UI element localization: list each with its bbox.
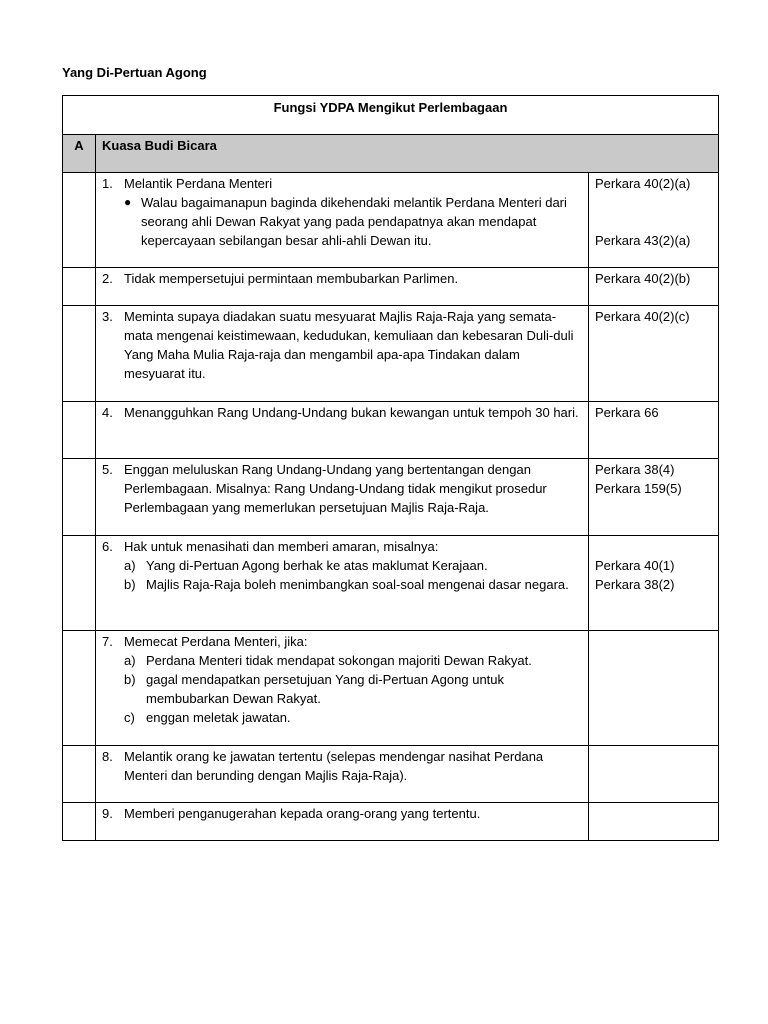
row-reference-cell: [588, 631, 718, 746]
row-index-cell: [63, 803, 96, 841]
item-text: Melantik orang ke jawatan tertentu (selepas mendengar nasihat Perdana Menteri dan berunding dengan Majlis Raja-Raja).: [124, 749, 544, 783]
table-row: [63, 459, 719, 536]
item-text: Meminta supaya diadakan suatu mesyuarat Majlis Raja-Raja yang semata-mata mengenai keistimewaan, kedudukan, kemuliaan dan kebesaran Duli-duli Yang Maha Mulia Raja-raja dan mengambil apa-apa Tindakan dalam mesyuarat itu.: [124, 309, 574, 381]
row-reference-cell: [588, 306, 718, 402]
row-reference-cell: [588, 746, 718, 803]
sub-item-text: Yang di-Pertuan Agong berhak ke atas maklumat Kerajaan.: [146, 558, 488, 573]
item-text: Enggan meluluskan Rang Undang-Undang yang bertentangan dengan Perlembagaan. Misalnya: Rang Undang-Undang tidak mengikut prosedur Perlembagaan yang memerlukan persetujuan Majlis Raja-Raja.: [124, 462, 547, 515]
row-index-cell: [63, 402, 96, 459]
sub-item-text: Perdana Menteri tidak mendapat sokongan majoriti Dewan Rakyat.: [146, 653, 532, 668]
row-reference-cell: [588, 402, 718, 459]
row-reference-cell: [588, 268, 718, 306]
table-row: [63, 306, 719, 402]
table-row: [63, 746, 719, 803]
row-reference-cell: [588, 459, 718, 536]
row-content-cell: [96, 631, 589, 746]
row-index-cell: [63, 306, 96, 402]
item-number: 1.: [102, 176, 113, 191]
table-title-row: [63, 96, 719, 135]
row-content-cell: [96, 536, 589, 631]
table-row: [63, 173, 719, 268]
row-content-cell: [96, 803, 589, 841]
reference: Perkara 40(2)(c): [594, 309, 690, 324]
item-text: Hak untuk menasihati dan memberi amaran, misalnya:: [124, 539, 439, 554]
row-reference-cell: [588, 173, 718, 268]
section-letter: A: [63, 135, 96, 173]
table-row: [63, 268, 719, 306]
sub-item-text: Majlis Raja-Raja boleh menimbangkan soal-soal mengenai dasar negara.: [146, 577, 569, 592]
functions-table: [62, 95, 719, 841]
bullet-icon: ●: [124, 195, 132, 209]
row-index-cell: [63, 746, 96, 803]
item-text: Menangguhkan Rang Undang-Undang bukan kewangan untuk tempoh 30 hari.: [124, 405, 579, 420]
reference: Perkara 40(2)(a): [594, 176, 691, 191]
item-number: 5.: [102, 462, 113, 477]
item-number: 7.: [102, 634, 113, 649]
reference: Perkara 66: [594, 405, 659, 420]
table-row: [63, 631, 719, 746]
row-content-cell: [96, 173, 589, 268]
sub-item-letter: a): [124, 558, 136, 573]
sub-item-letter: b): [124, 577, 136, 592]
row-reference-cell: [588, 803, 718, 841]
sub-item-text: enggan meletak jawatan.: [146, 710, 291, 725]
reference: Perkara 40(1): [594, 558, 675, 573]
item-number: 9.: [102, 806, 113, 821]
section-label: Kuasa Budi Bicara: [96, 135, 719, 173]
row-index-cell: [63, 631, 96, 746]
row-reference-cell: [588, 536, 718, 631]
row-index-cell: [63, 459, 96, 536]
item-number: 4.: [102, 405, 113, 420]
row-content-cell: [96, 459, 589, 536]
sub-item-letter: b): [124, 672, 136, 687]
section-row: [63, 135, 719, 173]
sub-item-letter: c): [124, 710, 135, 725]
item-text: Tidak mempersetujui permintaan membubarkan Parlimen.: [124, 271, 459, 286]
row-content-cell: [96, 746, 589, 803]
reference: Perkara 159(5): [594, 481, 682, 496]
document-heading: Yang Di-Pertuan Agong: [62, 65, 207, 80]
row-index-cell: [63, 536, 96, 631]
table-title: Fungsi YDPA Mengikut Perlembagaan: [63, 96, 719, 135]
reference: Perkara 38(4): [594, 462, 675, 477]
item-text: Melantik Perdana Menteri: [124, 176, 273, 191]
reference: Perkara 38(2): [594, 577, 675, 592]
item-number: 3.: [102, 309, 113, 324]
reference: Perkara 40(2)(b): [594, 271, 691, 286]
item-number: 6.: [102, 539, 113, 554]
reference: Perkara 43(2)(a): [594, 233, 691, 248]
row-index-cell: [63, 173, 96, 268]
row-content-cell: [96, 306, 589, 402]
table-row: [63, 536, 719, 631]
row-index-cell: [63, 268, 96, 306]
item-bullet-text: Walau bagaimanapun baginda dikehendaki melantik Perdana Menteri dari seorang ahli Dewan Rakyat yang pada pendapatnya akan mendapat kepercayaan sebilangan besar ahli-ahli Dewan itu.: [141, 195, 567, 248]
row-content-cell: [96, 268, 589, 306]
item-number: 2.: [102, 271, 113, 286]
sub-item-text: gagal mendapatkan persetujuan Yang di-Pertuan Agong untuk membubarkan Dewan Rakyat.: [146, 672, 505, 706]
item-text: Memberi penganugerahan kepada orang-orang yang tertentu.: [124, 806, 481, 821]
row-content-cell: [96, 402, 589, 459]
table-row: [63, 402, 719, 459]
sub-item-letter: a): [124, 653, 136, 668]
table-row: [63, 803, 719, 841]
item-number: 8.: [102, 749, 113, 764]
item-text: Memecat Perdana Menteri, jika:: [124, 634, 308, 649]
